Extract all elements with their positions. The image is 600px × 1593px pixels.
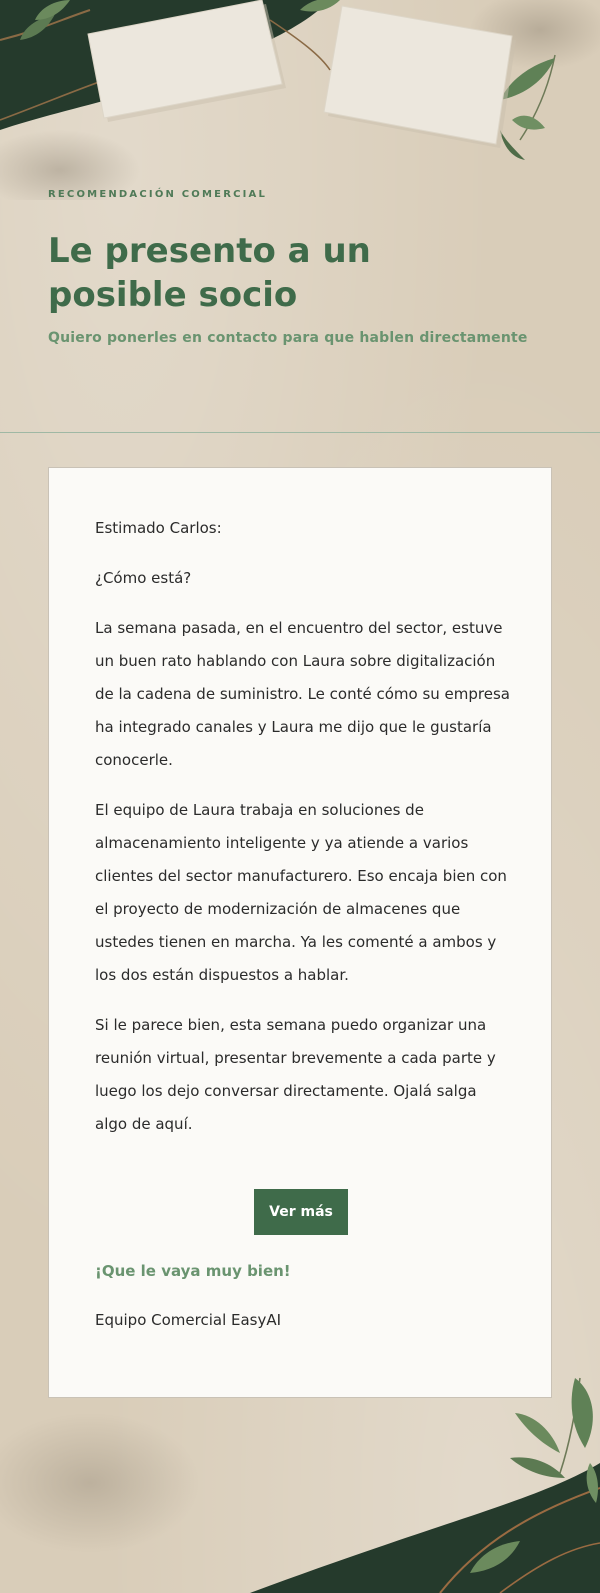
section-divider bbox=[0, 432, 600, 433]
see-more-button[interactable]: Ver más bbox=[254, 1189, 348, 1235]
letter-card bbox=[48, 467, 552, 1398]
page-subtitle: Quiero ponerles en contacto para que hablen directamente bbox=[48, 330, 528, 346]
letter-paragraph-1: La semana pasada, en el encuentro del sector, estuve un buen rato hablando con Laura sobre digitalización de la cadena de suministro. Le conté cómo su empresa ha integrado canales y Laura me dijo que le gustaría conocerle. bbox=[95, 619, 510, 769]
letter-body bbox=[95, 512, 513, 1158]
letter-closing: ¡Que le vaya muy bien! bbox=[95, 1262, 291, 1280]
letter-paragraph-3: Si le parece bien, esta semana puedo organizar una reunión virtual, presentar brevemente a cada parte y luego los dejo conversar directamente. Ojalá salga algo de aquí. bbox=[95, 1016, 496, 1133]
letter-greeting: Estimado Carlos: bbox=[95, 519, 222, 537]
letter-paragraph-2: El equipo de Laura trabaja en soluciones de almacenamiento inteligente y ya atiende a varios clientes del sector manufacturero. Eso encaja bien con el proyecto de modernización de almacenes que ustedes tienen en marcha. Ya les comenté a ambos y los dos están dispuestos a hablar. bbox=[95, 801, 507, 984]
page-title: Le presento a un posible socio bbox=[48, 231, 371, 315]
letter-signature: Equipo Comercial EasyAI bbox=[95, 1311, 282, 1329]
hero-section bbox=[0, 0, 600, 432]
eyebrow-label: RECOMENDACIÓN COMERCIAL bbox=[48, 189, 268, 200]
letter-question: ¿Cómo está? bbox=[95, 569, 192, 587]
dark-green-panel-bottom bbox=[250, 1463, 600, 1593]
